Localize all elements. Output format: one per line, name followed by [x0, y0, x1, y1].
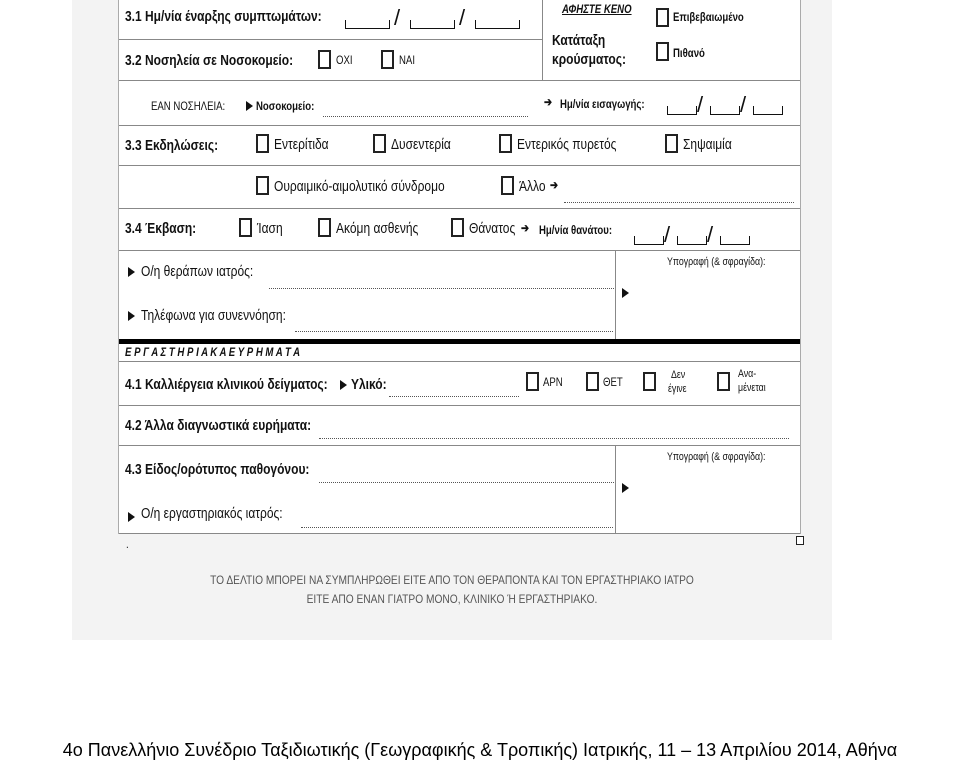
signature-label-2: Υπογραφή (& σφραγίδα):: [667, 451, 766, 463]
other-label: Άλλο: [519, 178, 546, 195]
pending-label-2: μένεται: [738, 382, 766, 394]
treating-doctor-label: Ο/η θεράπων ιατρός:: [141, 263, 254, 280]
septicemia-label: Σηψαιμία: [683, 136, 732, 153]
not-done-label: Δεν: [671, 369, 686, 381]
arrow-icon: [622, 288, 629, 298]
notification-form: [118, 0, 801, 534]
hosp-yes-label: ΝΑΙ: [399, 53, 416, 67]
onset-year-field[interactable]: [475, 20, 520, 29]
arrow-icon: [246, 101, 253, 111]
still-ill-checkbox[interactable]: [318, 218, 331, 237]
probable-label: Πιθανό: [673, 46, 705, 60]
other-checkbox[interactable]: [501, 176, 514, 195]
negative-checkbox[interactable]: [526, 372, 539, 391]
row-divider: [119, 445, 800, 446]
signature-divider: [615, 445, 616, 534]
onset-month-field[interactable]: [410, 20, 455, 29]
date-separator: /: [707, 222, 714, 247]
arrow-icon: ➔: [521, 221, 530, 235]
arrow-icon: [128, 512, 135, 522]
septicemia-checkbox[interactable]: [665, 134, 678, 153]
hosp-yes-checkbox[interactable]: [381, 50, 394, 69]
enteric-fever-label: Εντερικός πυρετός: [517, 136, 617, 153]
death-month-field[interactable]: [677, 236, 707, 245]
arrow-icon: ➔: [550, 178, 559, 192]
signature-divider: [615, 250, 616, 339]
death-checkbox[interactable]: [451, 218, 464, 237]
hus-label: Ουραιμικό-αιμολυτικό σύνδρομο: [274, 178, 445, 195]
pathogen-type-label: 4.3 Είδος/ορότυπος παθογόνου:: [125, 461, 310, 478]
lab-doctor-field[interactable]: [301, 527, 613, 528]
confirmed-label: Επιβεβαιωμένο: [673, 10, 744, 24]
arrow-icon: [128, 311, 135, 321]
not-done-label-2: έγινε: [668, 383, 687, 395]
pending-label: Ανα-: [738, 368, 757, 380]
outcome-label: 3.4 Έκβαση:: [125, 220, 197, 237]
admission-year-field[interactable]: [753, 106, 783, 115]
lab-doctor-label: Ο/η εργαστηριακός ιατρός:: [141, 505, 283, 522]
date-separator: /: [394, 5, 401, 30]
form-bottom-border: [119, 533, 800, 534]
arrow-icon: [128, 267, 135, 277]
row-divider: [119, 80, 800, 81]
positive-checkbox[interactable]: [586, 372, 599, 391]
signature-label: Υπογραφή (& σφραγίδα):: [667, 256, 766, 268]
hospital-label: Νοσοκομείο:: [256, 99, 315, 113]
dysentery-label: Δυσεντερία: [391, 136, 451, 153]
dot-mark: .: [126, 537, 129, 551]
onset-date-label: 3.1 Ημ/νία έναρξης συμπτωμάτων:: [125, 8, 322, 25]
hospitalization-label: 3.2 Νοσηλεία σε Νοσοκομείο:: [125, 52, 294, 69]
phones-field[interactable]: [295, 331, 613, 332]
death-label: Θάνατος: [469, 220, 516, 237]
hosp-no-checkbox[interactable]: [318, 50, 331, 69]
row-divider: [119, 361, 800, 362]
date-separator: /: [740, 92, 747, 117]
row-divider: [119, 208, 800, 209]
note-line-1: ΤΟ ΔΕΛΤΙΟ ΜΠΟΡΕΙ ΝΑ ΣΥΜΠΛΗΡΩΘΕΙ ΕΙΤΕ ΑΠΟ ΤΟΝ ΘΕΡΑΠΟΝΤΑ ΚΑΙ ΤΟΝ ΕΡΓΑΣΤΗΡΙΑΚΟ ΙΑΤΡΟ: [210, 573, 694, 587]
not-done-checkbox[interactable]: [643, 372, 656, 391]
admission-day-field[interactable]: [667, 106, 697, 115]
arrow-icon: ➔: [544, 95, 553, 109]
still-ill-label: Ακόμη ασθενής: [336, 220, 419, 237]
case-class-divider: [542, 0, 543, 80]
phones-label: Τηλέφωνα για συνεννόηση:: [141, 307, 286, 324]
date-separator: /: [697, 92, 704, 117]
note-line-2: ΕΙΤΕ ΑΠΟ ΕΝΑΝ ΓΙΑΤΡΟ ΜΟΝΟ, ΚΛΙΝΙΚΟ Ή ΕΡΓΑΣΤΗΡΙΑΚΟ.: [306, 592, 598, 606]
manifestations-label: 3.3 Εκδηλώσεις:: [125, 137, 219, 154]
negative-label: ΑΡΝ: [543, 375, 563, 389]
enteric-fever-checkbox[interactable]: [499, 134, 512, 153]
pathogen-type-field[interactable]: [319, 482, 614, 483]
hus-checkbox[interactable]: [256, 176, 269, 195]
admission-month-field[interactable]: [710, 106, 740, 115]
case-class-label-2: κρούσματος:: [552, 51, 626, 68]
row-divider: [119, 250, 800, 251]
row-divider: [119, 39, 542, 40]
hosp-no-label: ΟΧΙ: [336, 53, 353, 67]
small-box: [796, 536, 804, 545]
enteritis-label: Εντερίτιδα: [274, 136, 329, 153]
admission-date-label: Ημ/νία εισαγωγής:: [560, 97, 645, 111]
leave-blank-label: ΑΦΗΣΤΕ ΚΕΝΟ: [562, 2, 632, 16]
lab-findings-title: Ε Ρ Γ Α Σ Τ Η Ρ Ι Α Κ Α Ε Υ Ρ Η Μ Α Τ Α: [125, 345, 301, 359]
arrow-icon: [622, 483, 629, 493]
onset-day-field[interactable]: [345, 20, 390, 29]
pending-checkbox[interactable]: [717, 372, 730, 391]
conference-caption: 4ο Πανελλήνιο Συνέδριο Ταξιδιωτικής (Γεωγραφικής & Τροπικής) Ιατρικής, 11 – 13 Απριλίου 2014, Αθήνα: [62, 740, 898, 760]
positive-label: ΘΕΤ: [603, 375, 623, 389]
death-date-label: Ημ/νία θανάτου:: [539, 223, 613, 237]
enteritis-checkbox[interactable]: [256, 134, 269, 153]
date-separator: /: [664, 222, 671, 247]
other-manifestation-field[interactable]: [564, 202, 794, 203]
hospital-name-field[interactable]: [323, 116, 528, 117]
confirmed-checkbox[interactable]: [656, 8, 669, 27]
death-year-field[interactable]: [720, 236, 750, 245]
cure-checkbox[interactable]: [239, 218, 252, 237]
row-divider: [119, 405, 800, 406]
dysentery-checkbox[interactable]: [373, 134, 386, 153]
arrow-icon: [340, 380, 347, 390]
row-divider: [119, 125, 800, 126]
culture-label: 4.1 Καλλιέργεια κλινικού δείγματος:: [125, 376, 328, 393]
material-label: Υλικό:: [351, 376, 387, 393]
case-class-label: Κατάταξη: [552, 32, 606, 49]
cure-label: Ίαση: [257, 220, 283, 237]
date-separator: /: [459, 5, 466, 30]
row-divider: [119, 165, 800, 166]
death-day-field[interactable]: [634, 236, 664, 245]
probable-checkbox[interactable]: [656, 42, 669, 61]
other-findings-field[interactable]: [319, 438, 789, 439]
if-hospitalized-label: ΕΑΝ ΝΟΣΗΛΕΙΑ:: [151, 99, 226, 113]
material-field[interactable]: [389, 396, 519, 397]
treating-doctor-field[interactable]: [269, 288, 614, 289]
other-findings-label: 4.2 Άλλα διαγνωστικά ευρήματα:: [125, 417, 312, 434]
